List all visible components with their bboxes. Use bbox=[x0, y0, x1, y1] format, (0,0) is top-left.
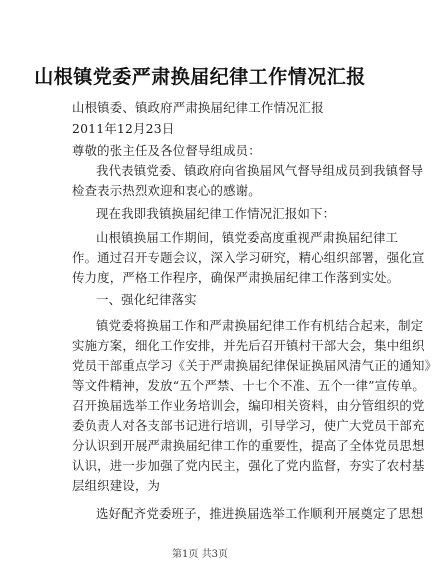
document-subtitle: 山根镇委、镇政府严肃换届纪律工作情况汇报 bbox=[72, 100, 324, 115]
section-heading: 一、强化纪律落实 bbox=[96, 292, 197, 307]
paragraph-line: 召开换届选举工作业务培训会，编印相关资料，由分管组织的党 bbox=[72, 398, 425, 413]
paragraph-line: 分认识到开展严肃换届纪律工作的重要性，提高了全体党员思想 bbox=[72, 438, 425, 453]
paragraph-line: 现在我即我镇换届纪律工作情况汇报如下： bbox=[96, 206, 336, 221]
document-title: 山根镇党委严肃换届纪律工作情况汇报 bbox=[34, 66, 366, 88]
paragraph-line: 山根镇换届工作期间，镇党委高度重视严肃换届纪律工 bbox=[96, 230, 399, 245]
paragraph-line: 镇党委将换届工作和严肃换届纪律工作有机结合起来，制定 bbox=[96, 318, 424, 333]
salutation: 尊敬的张主任及各位督导组成员： bbox=[72, 143, 261, 158]
paragraph-line: 认识，进一步加强了党内民主，强化了党内监督，夯实了农村基 bbox=[72, 458, 425, 473]
paragraph-line: 我代表镇党委、镇政府向省换届风气督导组成员到我镇督导 bbox=[96, 163, 424, 178]
paragraph-line: 传力度，严格工作程序，确保严肃换届纪律工作落到实处。 bbox=[72, 270, 400, 285]
paragraph-line: 层组织建设，为 bbox=[72, 478, 161, 493]
paragraph-line: 委负责人对各支部书记进行培训，引导学习，使广大党员干部充 bbox=[72, 418, 425, 433]
paragraph-line: 检查表示热烈欢迎和衷心的感谢。 bbox=[72, 183, 261, 198]
document-date: 2011年12月23日 bbox=[72, 121, 175, 136]
paragraph-line: 选好配齐党委班子，推进换届选举工作顺利开展奠定了思想 bbox=[96, 506, 424, 521]
paragraph-line: 作。通过召开专题会议，深入学习研究，精心组织部署，强化宣 bbox=[72, 250, 425, 265]
page-number: 第1页 共3页 bbox=[172, 549, 228, 560]
paragraph-line: 实施方案，细化工作安排，并先后召开镇村干部大会，集中组织 bbox=[72, 338, 425, 353]
paragraph-line: 等文件精神，发放“五个严禁、十七个不准、五个一律”宣传单。 bbox=[72, 378, 426, 393]
paragraph-line: 党员干部重点学习《关于严肃换届纪律保证换届风清气正的通知》 bbox=[72, 358, 437, 373]
